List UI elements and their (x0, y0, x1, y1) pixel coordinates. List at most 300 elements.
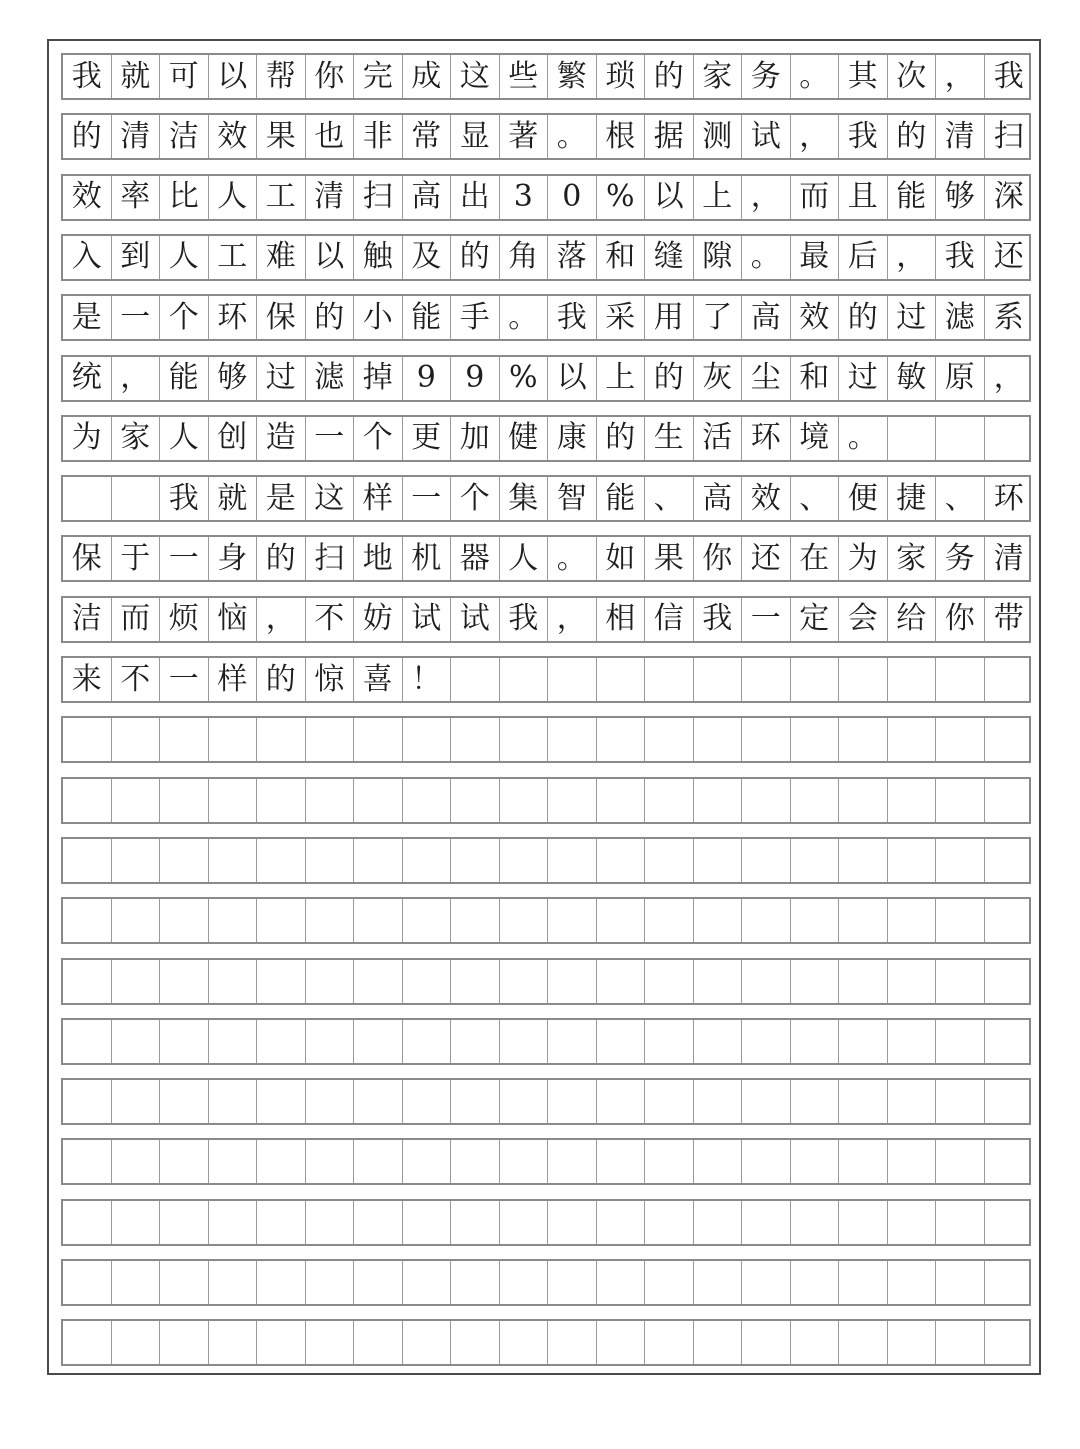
empty-cell (839, 839, 888, 882)
empty-cell (936, 1321, 985, 1364)
character-cell: 率 (112, 176, 161, 219)
empty-cell (936, 1020, 985, 1063)
character-cell: 效 (63, 176, 112, 219)
empty-cell (548, 1020, 597, 1063)
empty-cell (888, 1261, 937, 1304)
grid-row (61, 535, 1031, 582)
character-cell: 深 (993, 179, 1024, 215)
character-cell: % (597, 176, 646, 219)
character-cell: 比 (160, 176, 209, 219)
character-cell: ， (742, 176, 791, 219)
character-cell: 带 (993, 601, 1024, 637)
character-cell: 非 (354, 115, 403, 158)
empty-cell (597, 1140, 646, 1183)
character-cell: ， (888, 236, 937, 279)
empty-cell (451, 1020, 500, 1063)
character-cell: 一 (160, 537, 209, 580)
grid-row (61, 1078, 1031, 1125)
empty-cell (548, 1321, 597, 1364)
empty-cell (936, 899, 985, 942)
empty-cell (500, 658, 549, 701)
empty-cell (63, 1140, 112, 1183)
character-cell: 到 (112, 236, 161, 279)
character-cell: 出 (451, 176, 500, 219)
empty-cell (209, 1080, 258, 1123)
empty-cell (500, 1201, 549, 1244)
empty-cell (985, 1261, 1034, 1304)
character-cell: 加 (451, 417, 500, 460)
character-cell: 而 (791, 176, 840, 219)
empty-cell (548, 779, 597, 822)
character-cell: 还 (993, 239, 1024, 275)
empty-cell (742, 960, 791, 1003)
character-cell: 这 (306, 477, 355, 520)
character-cell: 一 (742, 598, 791, 641)
empty-cell (257, 779, 306, 822)
empty-cell (403, 718, 452, 761)
empty-cell (645, 1261, 694, 1304)
character-cell: 敏 (888, 357, 937, 400)
empty-cell (548, 899, 597, 942)
empty-cell (888, 899, 937, 942)
character-cell: 造 (257, 417, 306, 460)
empty-cell (791, 1020, 840, 1063)
empty-cell (209, 1321, 258, 1364)
character-cell: 保 (63, 537, 112, 580)
character-cell: 信 (645, 598, 694, 641)
character-cell: 我 (63, 55, 112, 98)
empty-cell (645, 1140, 694, 1183)
character-cell: 一 (403, 477, 452, 520)
character-cell: 我 (500, 598, 549, 641)
character-cell: 活 (694, 417, 743, 460)
empty-cell (306, 899, 355, 942)
empty-cell (451, 779, 500, 822)
empty-cell (694, 1080, 743, 1123)
character-cell: 地 (354, 537, 403, 580)
empty-cell (936, 839, 985, 882)
empty-cell (548, 658, 597, 701)
empty-cell (306, 1321, 355, 1364)
character-cell: 测 (694, 115, 743, 158)
character-cell: 能 (597, 477, 646, 520)
character-cell: 且 (839, 176, 888, 219)
empty-cell (451, 1321, 500, 1364)
character-cell: 的 (839, 296, 888, 339)
empty-cell (306, 1140, 355, 1183)
character-cell: 务 (742, 55, 791, 98)
empty-cell (791, 779, 840, 822)
character-cell: 器 (451, 537, 500, 580)
character-cell: 健 (500, 417, 549, 460)
character-cell: 试 (451, 598, 500, 641)
character-cell: 试 (403, 598, 452, 641)
character-cell: 一 (160, 658, 209, 701)
grid-row (61, 1199, 1031, 1246)
empty-cell (403, 1201, 452, 1244)
empty-cell (645, 1201, 694, 1244)
character-cell: 据 (645, 115, 694, 158)
character-cell: 为 (63, 417, 112, 460)
character-cell: 的 (257, 658, 306, 701)
grid-row (61, 596, 1031, 643)
character-cell: ， (791, 115, 840, 158)
character-cell: 来 (63, 658, 112, 701)
empty-cell (742, 1261, 791, 1304)
character-cell: 缝 (645, 236, 694, 279)
grid-row (61, 294, 1031, 341)
character-cell: 清 (306, 176, 355, 219)
empty-cell (985, 417, 1034, 460)
character-cell: 掉 (354, 357, 403, 400)
empty-cell (791, 1261, 840, 1304)
empty-cell (839, 1020, 888, 1063)
empty-cell (742, 1321, 791, 1364)
empty-cell (354, 1020, 403, 1063)
character-cell: 清 (112, 115, 161, 158)
character-cell: 能 (403, 296, 452, 339)
empty-cell (985, 1140, 1034, 1183)
character-cell: 烦 (160, 598, 209, 641)
empty-cell (742, 839, 791, 882)
character-cell: 务 (936, 537, 985, 580)
empty-cell (306, 1080, 355, 1123)
empty-cell (63, 779, 112, 822)
grid-row (61, 837, 1031, 884)
empty-cell (112, 1080, 161, 1123)
empty-cell (63, 899, 112, 942)
empty-cell (257, 1201, 306, 1244)
empty-cell (791, 1201, 840, 1244)
empty-cell (500, 960, 549, 1003)
character-cell: 的 (306, 296, 355, 339)
empty-cell (645, 658, 694, 701)
empty-cell (548, 1201, 597, 1244)
empty-cell (791, 960, 840, 1003)
empty-cell (112, 1140, 161, 1183)
character-cell: 繁 (548, 55, 597, 98)
character-cell: 后 (839, 236, 888, 279)
character-cell: 能 (888, 176, 937, 219)
empty-cell (645, 839, 694, 882)
empty-cell (257, 839, 306, 882)
character-cell: 小 (354, 296, 403, 339)
empty-cell (694, 1261, 743, 1304)
character-cell: 。 (839, 417, 888, 460)
empty-cell (500, 1321, 549, 1364)
empty-cell (403, 1321, 452, 1364)
character-cell: 高 (694, 477, 743, 520)
character-cell: 的 (888, 115, 937, 158)
character-cell: 系 (993, 299, 1024, 335)
empty-cell (985, 1201, 1034, 1244)
empty-cell (985, 960, 1034, 1003)
character-cell: 0 (548, 176, 597, 219)
character-cell: 够 (936, 176, 985, 219)
empty-cell (160, 1321, 209, 1364)
empty-cell (791, 839, 840, 882)
character-cell: 的 (597, 417, 646, 460)
grid-row (61, 1319, 1031, 1366)
empty-cell (888, 718, 937, 761)
empty-cell (597, 960, 646, 1003)
empty-cell (936, 718, 985, 761)
character-cell: 集 (500, 477, 549, 520)
empty-cell (112, 1201, 161, 1244)
empty-cell (694, 960, 743, 1003)
empty-cell (354, 1140, 403, 1183)
character-cell: 环 (209, 296, 258, 339)
empty-cell (936, 960, 985, 1003)
empty-cell (451, 1140, 500, 1183)
empty-cell (694, 718, 743, 761)
character-cell: 境 (791, 417, 840, 460)
character-cell: 我 (160, 477, 209, 520)
character-cell: 人 (209, 176, 258, 219)
character-cell: 而 (112, 598, 161, 641)
empty-cell (694, 779, 743, 822)
character-cell: 可 (160, 55, 209, 98)
character-cell: 样 (354, 477, 403, 520)
character-cell: 就 (112, 55, 161, 98)
empty-cell (597, 1020, 646, 1063)
character-cell: 如 (597, 537, 646, 580)
empty-cell (936, 779, 985, 822)
empty-cell (63, 718, 112, 761)
empty-cell (694, 1140, 743, 1183)
empty-cell (597, 839, 646, 882)
empty-cell (160, 718, 209, 761)
character-cell: 根 (597, 115, 646, 158)
grid-row (61, 355, 1031, 402)
character-cell: 恼 (209, 598, 258, 641)
empty-cell (160, 779, 209, 822)
character-cell: 高 (403, 176, 452, 219)
empty-cell (597, 1080, 646, 1123)
character-cell: 。 (548, 115, 597, 158)
character-cell: 为 (839, 537, 888, 580)
character-cell: 过 (257, 357, 306, 400)
character-cell: 不 (112, 658, 161, 701)
empty-cell (985, 718, 1034, 761)
character-cell: 成 (403, 55, 452, 98)
character-cell: 以 (306, 236, 355, 279)
character-cell: 以 (209, 55, 258, 98)
empty-cell (209, 960, 258, 1003)
empty-cell (597, 899, 646, 942)
empty-cell (160, 1140, 209, 1183)
character-cell: 显 (451, 115, 500, 158)
empty-cell (791, 899, 840, 942)
character-cell: 也 (306, 115, 355, 158)
empty-cell (63, 839, 112, 882)
character-cell: 还 (742, 537, 791, 580)
character-cell: 难 (257, 236, 306, 279)
empty-cell (63, 1020, 112, 1063)
character-cell: 、 (936, 477, 985, 520)
character-cell: 个 (160, 296, 209, 339)
empty-cell (209, 1020, 258, 1063)
empty-cell (451, 1080, 500, 1123)
empty-cell (839, 779, 888, 822)
empty-cell (403, 1080, 452, 1123)
empty-cell (936, 1140, 985, 1183)
empty-cell (548, 1261, 597, 1304)
character-cell: 你 (936, 598, 985, 641)
character-cell: 9 (451, 357, 500, 400)
character-cell: 滤 (306, 357, 355, 400)
character-cell: 过 (888, 296, 937, 339)
character-cell: 效 (791, 296, 840, 339)
character-cell: 过 (839, 357, 888, 400)
character-cell: 用 (645, 296, 694, 339)
character-cell: 扫 (354, 176, 403, 219)
character-cell: 洁 (63, 598, 112, 641)
character-cell: 以 (645, 176, 694, 219)
character-cell: 常 (403, 115, 452, 158)
empty-cell (742, 779, 791, 822)
character-cell: 、 (791, 477, 840, 520)
character-cell: 个 (354, 417, 403, 460)
empty-cell (209, 899, 258, 942)
empty-cell (257, 1020, 306, 1063)
character-cell: 试 (742, 115, 791, 158)
empty-cell (500, 899, 549, 942)
empty-cell (888, 960, 937, 1003)
empty-cell (985, 779, 1034, 822)
character-cell: 原 (936, 357, 985, 400)
empty-cell (306, 839, 355, 882)
empty-cell (451, 1201, 500, 1244)
character-cell: 的 (63, 115, 112, 158)
character-cell: 9 (403, 357, 452, 400)
empty-cell (985, 658, 1034, 701)
empty-cell (597, 779, 646, 822)
character-cell: 。 (742, 236, 791, 279)
empty-cell (257, 1080, 306, 1123)
empty-cell (354, 1261, 403, 1304)
empty-cell (112, 1321, 161, 1364)
character-cell: ， (936, 55, 985, 98)
character-cell: 一 (306, 417, 355, 460)
character-cell: 角 (500, 236, 549, 279)
character-cell: 效 (742, 477, 791, 520)
empty-cell (645, 718, 694, 761)
empty-cell (354, 1321, 403, 1364)
empty-cell (112, 1261, 161, 1304)
empty-cell (306, 779, 355, 822)
empty-cell (209, 839, 258, 882)
empty-cell (888, 779, 937, 822)
empty-cell (209, 1261, 258, 1304)
empty-cell (742, 1020, 791, 1063)
empty-cell (354, 960, 403, 1003)
character-cell: 3 (500, 176, 549, 219)
character-cell: 果 (645, 537, 694, 580)
character-cell: 洁 (160, 115, 209, 158)
character-cell: 家 (694, 55, 743, 98)
character-cell: 触 (354, 236, 403, 279)
empty-cell (306, 1261, 355, 1304)
empty-cell (985, 1020, 1034, 1063)
character-cell: 我 (694, 598, 743, 641)
character-cell: 于 (112, 537, 161, 580)
character-cell: 完 (354, 55, 403, 98)
empty-cell (257, 1321, 306, 1364)
character-cell: 智 (548, 477, 597, 520)
empty-cell (63, 1321, 112, 1364)
empty-cell (985, 839, 1034, 882)
character-cell: 。 (791, 55, 840, 98)
character-cell: 能 (160, 357, 209, 400)
empty-cell (403, 1140, 452, 1183)
character-cell: 清 (993, 540, 1024, 576)
character-cell: 我 (548, 296, 597, 339)
empty-cell (354, 779, 403, 822)
empty-cell (209, 1140, 258, 1183)
character-cell: 定 (791, 598, 840, 641)
character-cell: 是 (63, 296, 112, 339)
empty-cell (451, 658, 500, 701)
character-cell: 采 (597, 296, 646, 339)
empty-cell (645, 1321, 694, 1364)
empty-cell (985, 899, 1034, 942)
empty-cell (548, 839, 597, 882)
character-cell: 其 (839, 55, 888, 98)
character-cell: 人 (160, 417, 209, 460)
empty-cell (742, 1140, 791, 1183)
empty-cell (63, 1080, 112, 1123)
empty-cell (500, 1140, 549, 1183)
empty-cell (936, 1080, 985, 1123)
empty-cell (645, 899, 694, 942)
empty-cell (306, 1020, 355, 1063)
empty-cell (500, 839, 549, 882)
character-cell: 这 (451, 55, 500, 98)
empty-cell (160, 839, 209, 882)
empty-cell (888, 1201, 937, 1244)
empty-cell (209, 779, 258, 822)
empty-cell (645, 960, 694, 1003)
character-cell: 和 (597, 236, 646, 279)
character-cell: 高 (742, 296, 791, 339)
character-cell: 环 (993, 480, 1024, 516)
character-cell: 扫 (306, 537, 355, 580)
empty-cell (112, 718, 161, 761)
empty-cell (839, 1080, 888, 1123)
character-cell: 妨 (354, 598, 403, 641)
empty-cell (354, 718, 403, 761)
grid-row (61, 1138, 1031, 1185)
empty-cell (839, 1261, 888, 1304)
character-cell: 的 (645, 357, 694, 400)
character-cell: 最 (791, 236, 840, 279)
character-cell: 生 (645, 417, 694, 460)
empty-cell (936, 417, 985, 460)
empty-cell (791, 1321, 840, 1364)
character-cell: 给 (888, 598, 937, 641)
empty-cell (839, 1321, 888, 1364)
empty-cell (209, 718, 258, 761)
character-cell: 身 (209, 537, 258, 580)
character-cell: ， (993, 360, 1024, 395)
character-cell: 在 (791, 537, 840, 580)
empty-cell (354, 839, 403, 882)
empty-cell (839, 718, 888, 761)
character-cell: 康 (548, 417, 597, 460)
character-cell: 效 (209, 115, 258, 158)
character-cell: 捷 (888, 477, 937, 520)
